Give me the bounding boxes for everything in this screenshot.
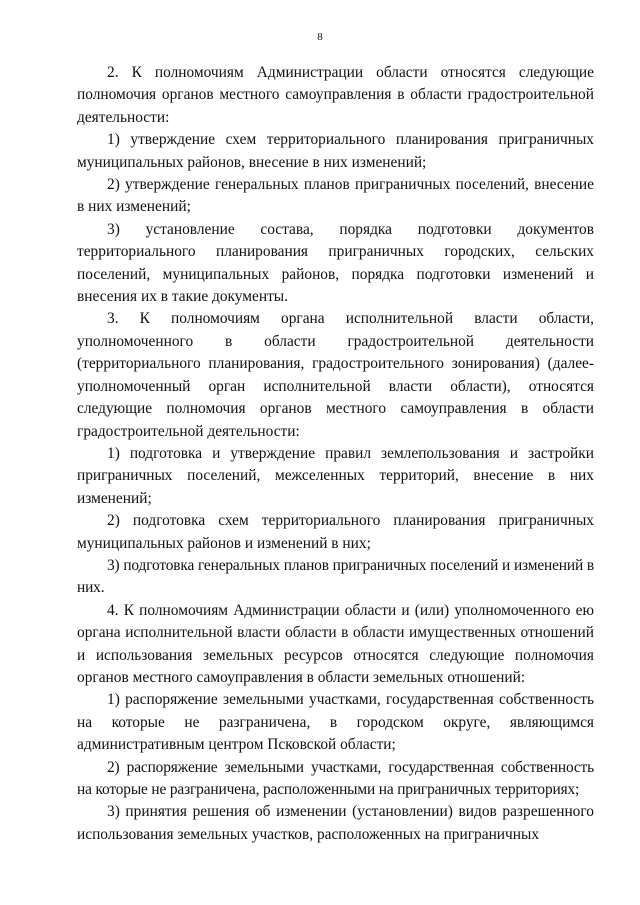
- paragraph-2-item-2: 2) утверждение генеральных планов приграничных поселений, внесение в них изменений;: [77, 176, 594, 216]
- paragraph-3-item-3: 3) подготовка генеральных планов приграничных поселений и изменений в них.: [77, 556, 594, 597]
- paragraph-2-intro: 2. К полномочиям Администрации области относятся следующие полномочия органов местного самоуправления в области градостроительной деятельности:: [77, 64, 594, 126]
- paragraph-2-item-3: 3) установление состава, порядка подготовки документов территориального планирования приграничных городских, сельских поселений, муниципальных районов, порядка подготовки изменений и внесения их в такие документы.: [77, 220, 594, 306]
- paragraph-4-intro: 4. К полномочиям Администрации области и (или) уполномоченного ею органа исполнительной власти области в области имущественных отношений и использования земельных ресурсов относятся следующие полномочия органов местного самоуправления в области земельных отношений:: [77, 601, 594, 686]
- paragraph-4-item-1: 1) распоряжение земельными участками, государственная собственность на которые не разграничена, в городском округе, являющимся административным центром Псковской области;: [77, 691, 594, 754]
- paragraph-2-item-1: 1) утверждение схем территориального планирования приграничных муниципальных районов, внесение в них изменений;: [77, 131, 594, 171]
- paragraph-3-intro: 3. К полномочиям органа исполнительной власти области, уполномоченного в области градостроительной деятельности (территориального планирования, градостроительного зонирования) (далее-уполномоченный орган исполнительной власти области), относятся следующие полномочия органов местного самоуправления в области градостроительной деятельности:: [77, 310, 594, 440]
- paragraph-4-item-2: 2) распоряжение земельными участками, государственная собственность на которые не разграничена, расположенными на приграничных территориях;: [77, 758, 594, 798]
- paragraph-3-item-1: 1) подготовка и утверждение правил землепользования и застройки приграничных поселений, межселенных территорий, внесение в них изменений;: [77, 444, 594, 507]
- paragraph-3-item-2: 2) подготовка схем территориального планирования приграничных муниципальных районов и изменений в них;: [77, 512, 594, 552]
- page-number: 8: [317, 31, 323, 43]
- document-body: [77, 62, 594, 846]
- paragraph-4-item-3: 3) принятия решения об изменении (установлении) видов разрешенного использования земельных участков, расположенных на приграничных: [77, 803, 594, 843]
